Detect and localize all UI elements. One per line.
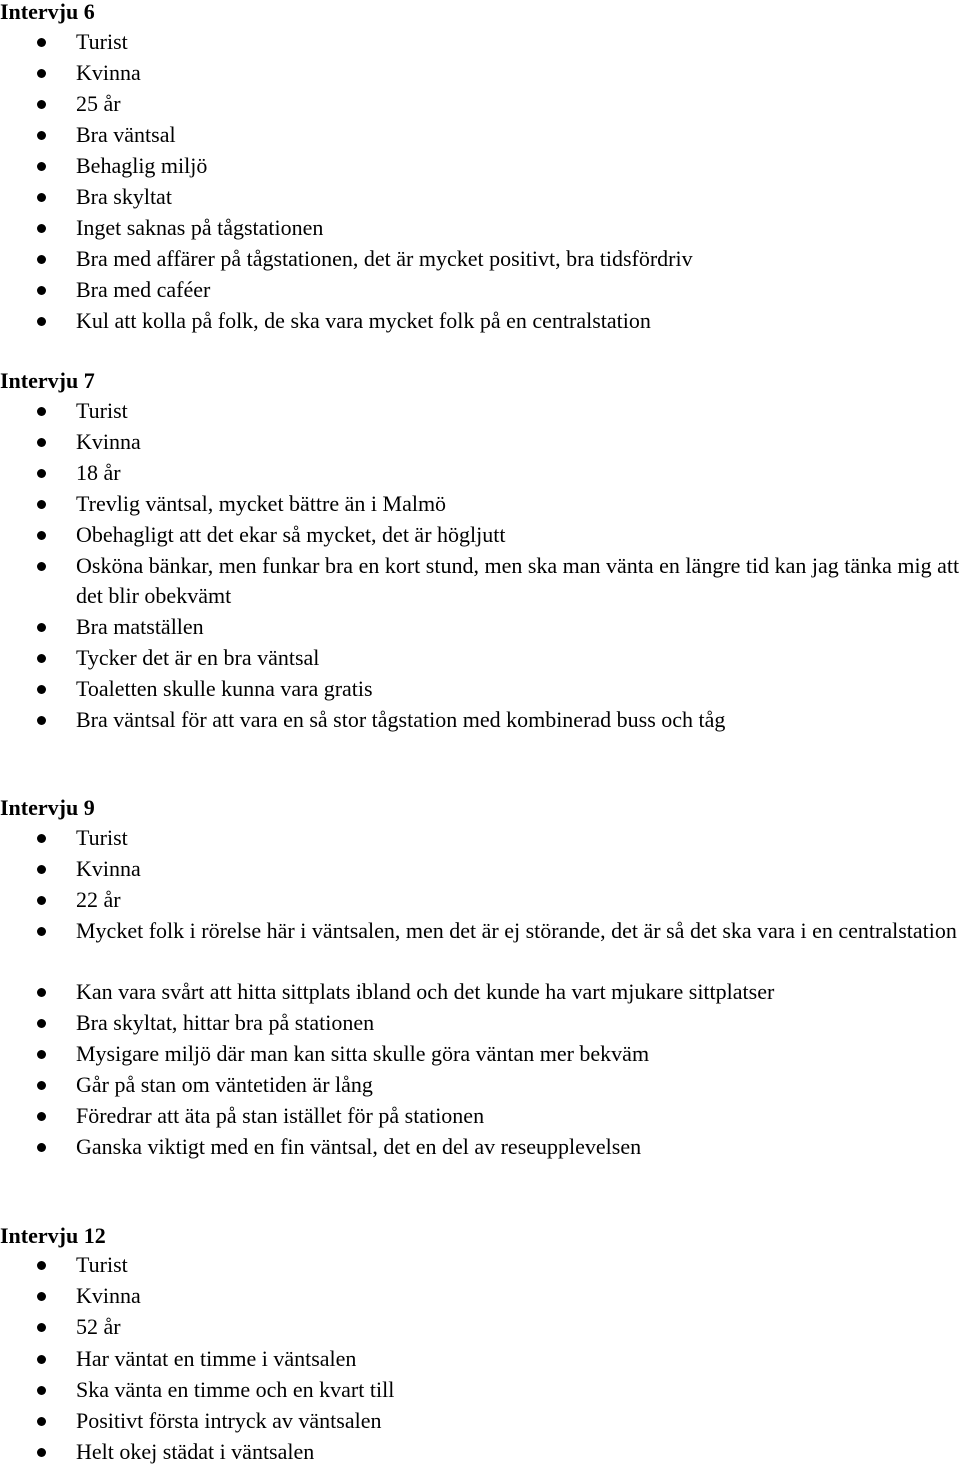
list-item-text: Positivt första intryck av väntsalen [76,1408,382,1433]
list-item-text: Föredrar att äta på stan istället för på stationen [76,1103,485,1128]
bullet-icon [37,654,46,663]
bullet-icon [37,407,46,416]
list-item-text: Mysigare miljö där man kan sitta skulle göra väntan mer bekväm [76,1041,650,1066]
bullet-icon [37,469,46,478]
list-item-text: Turist [76,825,128,850]
list-item-text: 25 år [76,91,121,116]
list-item-text: Ganska viktigt med en fin väntsal, det en del av reseupplevelsen [76,1134,642,1159]
list-item-text: Inget saknas på tågstationen [76,215,324,240]
bullet-icon [37,716,46,725]
bullet-icon [37,1355,46,1364]
list-item-text: 52 år [76,1314,121,1339]
list-item-text: Bra väntsal för att vara en så stor tågstation med kombinerad buss och tåg [76,707,726,732]
list-item-text: Obehagligt att det ekar så mycket, det är högljutt [76,522,506,547]
bullet-icon [37,1323,46,1332]
bullet-icon [37,1292,46,1301]
bullet-icon [37,988,46,997]
bullet-icon [37,1081,46,1090]
bullet-icon [37,286,46,295]
list-item-text: Trevlig väntsal, mycket bättre än i Malmö [76,491,447,516]
list-item-text: Har väntat en timme i väntsalen [76,1346,357,1371]
bullet-icon [37,1019,46,1028]
list-item-text: Turist [76,398,128,423]
bullet-icon [37,865,46,874]
list-item-text: Går på stan om väntetiden är lång [76,1072,373,1097]
list-item-text: Turist [76,1252,128,1277]
list-item-text: Bra skyltat, hittar bra på stationen [76,1010,375,1035]
bullet-icon [37,1050,46,1059]
list-item-text: Bra matställen [76,614,204,639]
list-item-text: Tycker det är en bra väntsal [76,645,320,670]
interview-heading: Intervju 6 [0,0,95,24]
list-item-text: Helt okej städat i väntsalen [76,1439,315,1464]
bullet-icon [37,1448,46,1457]
bullet-icon [37,100,46,109]
list-item-text: Ska vänta en timme och en kvart till [76,1377,395,1402]
list-item-text: Kvinna [76,1283,141,1308]
bullet-icon [37,38,46,47]
bullet-icon [37,896,46,905]
list-item-text: Toaletten skulle kunna vara gratis [76,676,373,701]
bullet-icon [37,193,46,202]
bullet-icon [37,927,46,936]
list-item-text: 22 år [76,887,121,912]
bullet-icon [37,834,46,843]
bullet-icon [37,1417,46,1426]
list-item-text: Behaglig miljö [76,153,208,178]
list-item-text: Osköna bänkar, men funkar bra en kort stund, men ska man vänta en längre tid kan jag tänka mig att det blir obekvämt [76,553,960,608]
list-item-text: Kvinna [76,60,141,85]
bullet-icon [37,69,46,78]
bullet-icon [37,1261,46,1270]
list-item-text: Bra med caféer [76,277,211,302]
bullet-icon [37,1143,46,1152]
list-item-text: Bra med affärer på tågstationen, det är mycket positivt, bra tidsfördriv [76,246,693,271]
interview-heading: Intervju 12 [0,1223,106,1248]
interview-heading: Intervju 9 [0,795,95,820]
bullet-icon [37,317,46,326]
list-item-text: Kvinna [76,429,141,454]
bullet-icon [37,1112,46,1121]
list-item-text: 18 år [76,460,121,485]
bullet-icon [37,131,46,140]
bullet-icon [37,685,46,694]
bullet-icon [37,531,46,540]
bullet-icon [37,562,46,571]
bullet-icon [37,255,46,264]
bullet-icon [37,500,46,509]
list-item-text: Turist [76,29,128,54]
list-item-text: Kul att kolla på folk, de ska vara mycket folk på en centralstation [76,308,651,333]
list-item-text: Kvinna [76,856,141,881]
bullet-icon [37,438,46,447]
list-item-text: Bra skyltat [76,184,172,209]
bullet-icon [37,224,46,233]
list-item-text: Kan vara svårt att hitta sittplats ibland och det kunde ha vart mjukare sittplatser [76,979,775,1004]
list-item-text: Bra väntsal [76,122,176,147]
bullet-icon [37,162,46,171]
interview-heading: Intervju 7 [0,368,95,393]
bullet-icon [37,623,46,632]
list-item-text: Mycket folk i rörelse här i väntsalen, men det är ej störande, det är så det ska vara i en centralstation [76,918,957,943]
bullet-icon [37,1386,46,1395]
